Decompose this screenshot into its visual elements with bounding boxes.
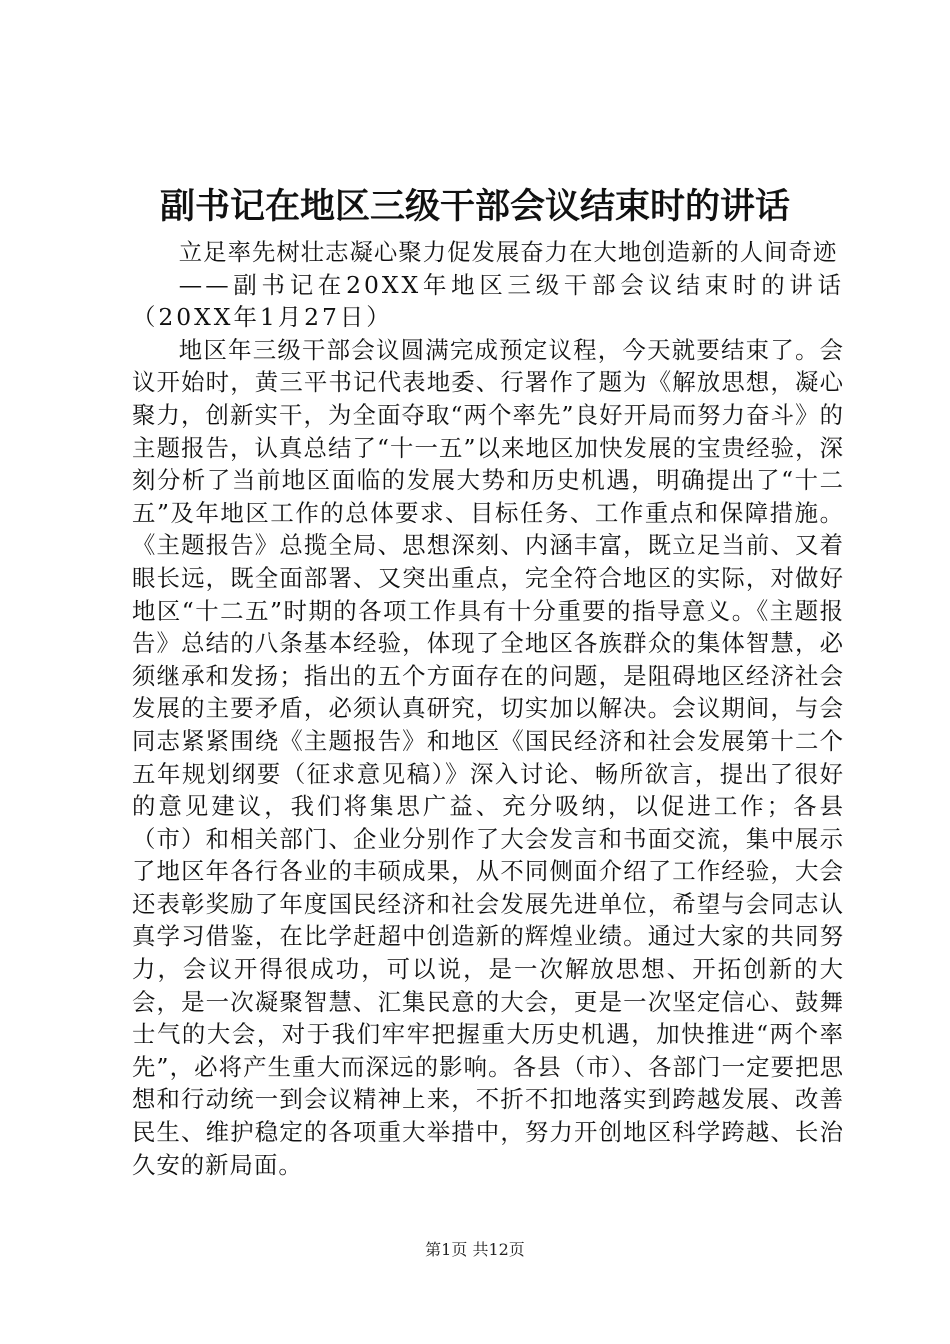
body-paragraph: 地区年三级干部会议圆满完成预定议程，今天就要结束了。会议开始时，黄三平书记代表地委、行署作了题为《解放思想，凝心聚力，创新实干，为全面夺取“两个率先”良好开局而努力奋斗》的主题报告，认真总结了“十一五”以来地区加快发展的宝贵经验，深刻分析了当前地区面临的发展大势和历史机遇，明确提出了“十二五”及年地区工作的总体要求、目标任务、工作重点和保障措施。《主题报告》总揽全局、思想深刻、内涵丰富，既立足当前、又着眼长远，既全面部署、又突出重点，完全符合地区的实际，对做好地区“十二五”时期的各项工作具有十分重要的指导意义。《主题报告》总结的八条基本经验，体现了全地区各族群众的集体智慧，必须继承和发扬；指出的五个方面存在的问题，是阻碍地区经济社会发展的主要矛盾，必须认真研究，切实加以解决。会议期间，与会同志紧紧围绕《主题报告》和地区《国民经济和社会发展第十二个五年规划纲要（征求意见稿）》深入讨论、畅所欲言，提出了很好的意见建议，我们将集思广益、充分吸纳，以促进工作；各县（市）和相关部门、企业分别作了大会发言和书面交流，集中展示了地区年各行各业的丰硕成果，从不同侧面介绍了工作经验，大会还表彰奖励了年度国民经济和社会发展先进单位，希望与会同志认真学习借鉴，在比学赶超中创造新的辉煌业绩。通过大家的共同努力，会议开得很成功，可以说，是一次解放思想、开拓创新的大会，是一次凝聚智慧、汇集民意的大会，更是一次坚定信心、鼓舞士气的大会，对于我们牢牢把握重大历史机遇，加快推进“两个率先”，必将产生重大而深远的影响。各县（市）、各部门一定要把思想和行动统一到会议精神上来，不折不扣地落实到跨越发展、改善民生、维护稳定的各项重大举措中，努力开创地区科学跨越、长治久安的新局面。 bbox=[132, 335, 844, 1179]
byline-paragraph: ——副书记在20XX年地区三级干部会议结束时的讲话（20XX年1月27日） bbox=[132, 270, 844, 332]
page-number-footer: 第1页 共12页 bbox=[425, 1240, 525, 1259]
subtitle-paragraph: 立足率先树壮志凝心聚力促发展奋力在大地创造新的人间奇迹 bbox=[178, 238, 838, 266]
document-title: 副书记在地区三级干部会议结束时的讲话 bbox=[159, 186, 790, 227]
document-body bbox=[132, 236, 844, 1181]
